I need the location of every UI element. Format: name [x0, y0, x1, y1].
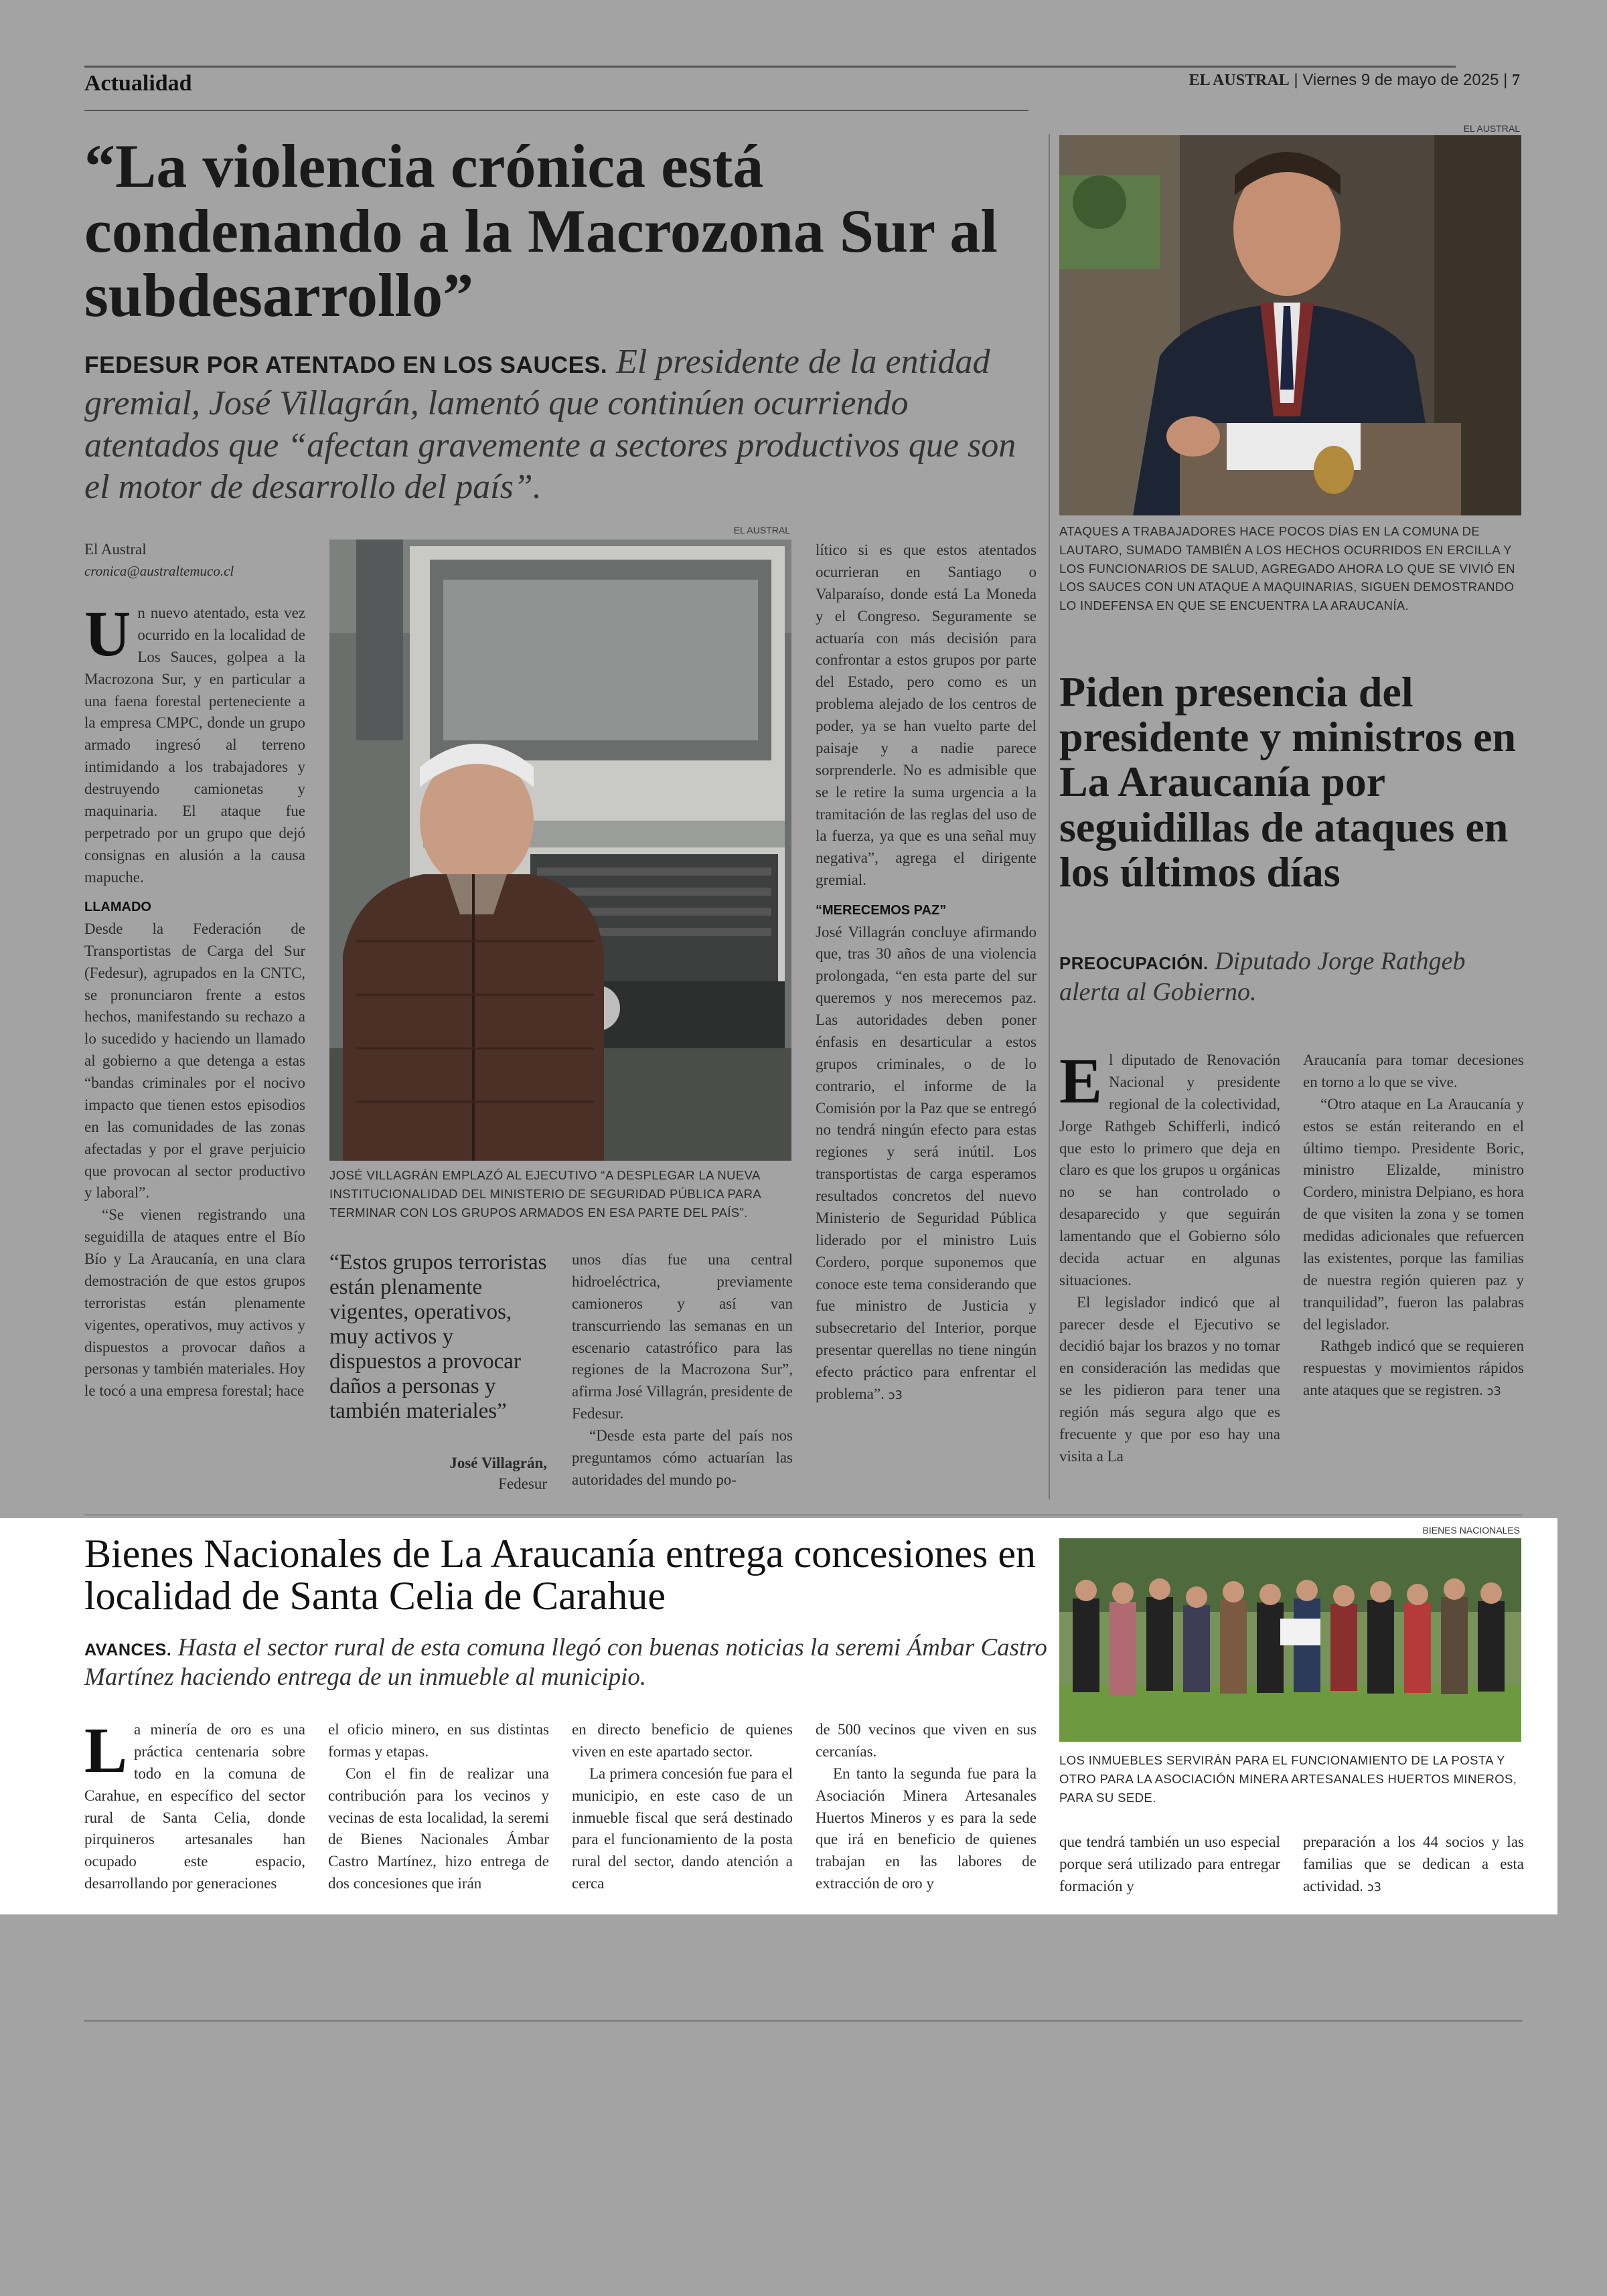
bottom-col5-p1: que tendrá también un uso especial porque será utilizado para entregar formación y [1059, 1833, 1280, 1894]
side-end-mark: ↄ3 [1486, 1384, 1501, 1399]
truck-photo [329, 540, 791, 1161]
side-col2-p2: “Otro ataque en La Araucanía y estos se están reiterando en el último tiempo. Presidente Boric, ministro Elizalde, ministro Cordero, ministra Delpiano, es hora de que visiten la zona y se tomen medidas adicionales que refuercen las existentes, porque las familias de nuestra región quieren paz y tranquilidad”, fueron las palabras del legislador. [1303, 1095, 1524, 1333]
group-image [1059, 1538, 1521, 1742]
official-photo-caption: ATAQUES A TRABAJADORES HACE POCOS DÍAS EN LA COMUNA DE LAUTARO, SUMADO TAMBIÉN A LOS HECHOS OCURRIDOS EN ERCILLA Y LOS FUNCIONARIOS DE SALUD, AGREGADO AHORA LO QUE SE VIVIÓ EN LOS SAUCES CON UN ATAQUE A MAQUINARIAS, SIGUEN DEMOSTRANDO LO INDEFENSA EN QUE SE ENCUENTRA LA ARAUCANÍA. [1059, 524, 1515, 612]
group-photo [1059, 1538, 1521, 1742]
side-col-1 [1059, 1045, 1280, 1468]
truck-image [329, 540, 791, 1161]
end-mark: ↄ3 [888, 1388, 903, 1402]
byline-email: cronica@australtemuco.cl [84, 563, 234, 580]
bottom-deck-text: Hasta el sector rural de esta comuna llegó con buenas noticias la seremi Ámbar Castro Martínez haciendo entrega de un inmueble al municipio. [84, 1634, 1047, 1692]
main-headline: “La violencia crónica está condenando a la Macrozona Sur al subdesarrollo” [84, 132, 998, 330]
bottom-col3-p1: en directo beneficio de quienes viven en este apartado sector. [572, 1721, 793, 1760]
bottom-drop-cap: L [84, 1714, 128, 1786]
drop-cap: U [84, 598, 131, 669]
main-col1-p2: Desde la Federación de Transportistas de Carga del Sur (Fedesur), agrupados en la CNTC, se pronunciaron frente a estos hechos, manifestando su rechazo a lo sucedido y haciendo un llamado al gobierno a que detenga a estas “bandas criminales por el nocivo impacto que tienen estos episodios en las comunidades de las zonas afectadas y por el grave perjuicio que provocan al sector productivo y laboral”. [84, 920, 305, 1202]
main-byline [84, 539, 305, 582]
issue-date: Viernes 9 de mayo de 2025 [1302, 71, 1499, 89]
side-drop-cap: E [1059, 1045, 1103, 1117]
bottom-headline: Bienes Nacionales de La Araucanía entrega concesiones en localidad de Santa Celia de Carahue [84, 1532, 1037, 1618]
subhead-llamado: LLAMADO [84, 900, 151, 915]
quote-author-name: José Villagrán, [449, 1455, 547, 1471]
bottom-col2-p1: el oficio minero, en sus distintas formas y etapas. [328, 1721, 549, 1760]
side-col2-p1: Araucanía para tomar decesiones en torno a lo que se vive. [1303, 1052, 1524, 1090]
side-col1-p1: l diputado de Renovación Nacional y presidente regional de la colectividad, Jorge Rathgeb Schifferli, indicó que esto lo primero que deja en claro es que los grupos u orgánicas no se han controlado o desaparecido y que seguirán lamentando que el Gobierno sólo decida actuar en algunas situaciones. [1059, 1052, 1280, 1289]
paper-name: EL AUSTRAL [1189, 72, 1290, 89]
main-col-4 [816, 540, 1037, 1406]
main-col-1 [84, 598, 305, 1499]
bottom-col3-p2: La primera concesión fue para el municipio, en este caso de un inmueble fiscal que será destinado para el funcionamiento de la posta rural del sector, dando atención a cerca [572, 1765, 793, 1892]
main-col-3 [572, 1249, 793, 1491]
side-deck-text: Diputado Jorge Rathgeb alerta al Gobierno. [1059, 947, 1466, 1006]
official-image [1059, 135, 1521, 515]
main-col3-p2: “Desde esta parte del país nos preguntamos cómo actuarían las autoridades del mundo po- [572, 1427, 793, 1488]
main-col3-p1: unos días fue una central hidroeléctrica, previamente camioneros y así van transcurriendo las semanas en un escenario catastrófico para las regiones de la Macrozona Sur”, afirma José Villagrán, presidente de Fedesur. [572, 1251, 793, 1422]
main-col4-p2: José Villagrán concluye afirmando que, tras 30 años de una violencia prolongada, “en esta parte del sur queremos y nos merecemos paz. Las autoridades deben poner énfasis en desarticular a estos grupos criminales, o de lo contrario, el informe de la Comisión por la Paz que se entregó no tendrá ningún efecto para estas regiones y será inútil. Los transportistas de carga esperamos resultados concretos del nuevo Ministerio de Seguridad Pública liderado por el ministro Luis Cordero, porque suponemos que conoce este tema considerando que fue ministro de Justicia y subsecretario del Interior, porque presentar querellas no tiene ningún efecto práctico para enfrentar el problema”. [816, 923, 1037, 1402]
side-photo-credit: EL AUSTRAL [1463, 123, 1520, 134]
bottom-col4-p2: En tanto la segunda fue para la Asociación Minera Artesanales Huertos Mineros y es para la sede que irá en beneficio de quienes trabajan en las labores de extracción de oro y [816, 1765, 1037, 1892]
side-headline: Piden presencia del presidente y ministros en La Araucanía por seguidillas de ataques en los últimos días [1059, 668, 1517, 896]
pull-quote-author [329, 1453, 547, 1494]
photo-credit: EL AUSTRAL [733, 525, 790, 536]
bottom-col2-p2: Con el fin de realizar una contribución para los vecinos y vecinas de esta localidad, la seremi de Bienes Nacionales Ámbar Castro Martínez, hizo entrega de dos concesiones que irán [328, 1765, 549, 1892]
main-col1-p3: “Se vienen registrando una seguidilla de ataques entre el Bío Bío y La Araucanía, en una clara demostración de que estos grupos terroristas están plenamente vigentes, operativos, muy activos y dispuestos a provocar daños a personas y también materiales. Hoy le tocó a una empresa forestal; hace [84, 1206, 305, 1400]
quote-author-affiliation: Fedesur [498, 1475, 547, 1493]
bottom-photo-credit: BIENES NACIONALES [1422, 1525, 1520, 1536]
byline-name: El Austral [84, 541, 147, 558]
side-col-2 [1303, 1050, 1524, 1402]
main-deck-text: El presidente de la entidad gremial, José Villagrán, lamentó que continúen ocurriendo atentados que “afectan gravemente a sectores productivos que son el motor de desarrollo del país”. [84, 343, 1016, 507]
bottom-col-5 [1059, 1831, 1280, 1898]
section-label: Actualidad [84, 71, 192, 96]
bottom-col-4 [816, 1719, 1037, 1895]
subhead-merecemos-paz: “MERECEMOS PAZ” [816, 903, 947, 918]
main-col4-p1: lítico si es que estos atentados ocurrieran en Santiago o Valparaíso, donde está La Moneda y el Congreso. Seguramente se actuaría con más decisión para confrontar a estos grupos por parte del Estado, pero como es un problema alejado de los centros de poder, ya se han vuelto parte del paisaje y a nadie parece sorprenderle. No es admisible que se le retire la suma urgencia a la tramitación de las reglas del uso de la fuerza, ya que es una señal muy negativa”, agrega el dirigente gremial. [816, 542, 1037, 889]
bottom-kicker: AVANCES. [84, 1641, 172, 1659]
bottom-col-2 [328, 1719, 549, 1895]
main-kicker: FEDESUR POR ATENTADO EN LOS SAUCES. [84, 352, 608, 378]
bottom-col-1 [84, 1714, 305, 1895]
bottom-col1-p1: a minería de oro es una práctica centenaria sobre todo en la comuna de Carahue, en específico del sector rural de Santa Celia, donde pirquineros artesanales han ocupado este espacio, desarrollando por generaciones [84, 1721, 305, 1892]
bottom-col6-p1: preparación a los 44 socios y las familias que se dedican a esta actividad. [1303, 1833, 1524, 1894]
bottom-deck [84, 1633, 1049, 1693]
group-photo-caption: LOS INMUEBLES SERVIRÁN PARA EL FUNCIONAMIENTO DE LA POSTA Y OTRO PARA LA ASOCIACIÓN MINERA ARTESANALES HUERTOS MINEROS, PARA SU SEDE. [1059, 1753, 1517, 1805]
bottom-col4-p1: de 500 vecinos que viven en sus cercanías. [816, 1721, 1037, 1760]
side-col1-p2: El legislador indicó que al parecer desde el Ejecutivo se decidió bajar los brazos y no tomar en consideración las medidas que se les pidieron para tener una región más segura algo que es frecuente y que por eso hay una visita a La [1059, 1293, 1280, 1465]
bottom-col-6 [1303, 1831, 1524, 1898]
page-bottom-rule [84, 2020, 1523, 2022]
bottom-end-mark: ↄ3 [1367, 1880, 1382, 1894]
side-deck [1059, 947, 1521, 1007]
page-number: 7 [1512, 72, 1520, 89]
truck-photo-caption: JOSÉ VILLAGRÁN EMPLAZÓ AL EJECUTIVO “A DESPLEGAR LA NUEVA INSTITUCIONALIDAD DEL MINISTERIO DE SEGURIDAD PÚBLICA PARA TERMINAR CON LOS GRUPOS ARMADOS EN ESA PARTE DEL PAÍS”. [329, 1168, 761, 1220]
main-col1-p1: n nuevo atentado, esta vez ocurrido en la localidad de Los Sauces, golpea a la Macrozona Sur, y en particular a una faena forestal perteneciente a la empresa CMPC, donde un grupo armado ingresó al terreno intimidando a los trabajadores y destruyendo camionetas y maquinaria. El ataque fue perpetrado por un grupo que dejó consignas en alusión a la causa mapuche. [84, 604, 305, 886]
side-col2-p3: Rathgeb indicó que se requieren respuestas y movimientos rápidos ante ataques que se registren. [1303, 1337, 1524, 1399]
pull-quote: “Estos grupos terroristas están plenamente vigentes, operativos, muy activos y dispuestos a provocar daños a personas y también materiales” [329, 1250, 547, 1423]
main-deck [84, 341, 1035, 509]
official-photo [1059, 135, 1521, 515]
masthead: EL AUSTRAL | Viernes 9 de mayo de 2025 | 7 [1189, 71, 1520, 89]
bottom-col-3 [572, 1719, 793, 1895]
side-kicker: PREOCUPACIÓN. [1059, 955, 1209, 973]
